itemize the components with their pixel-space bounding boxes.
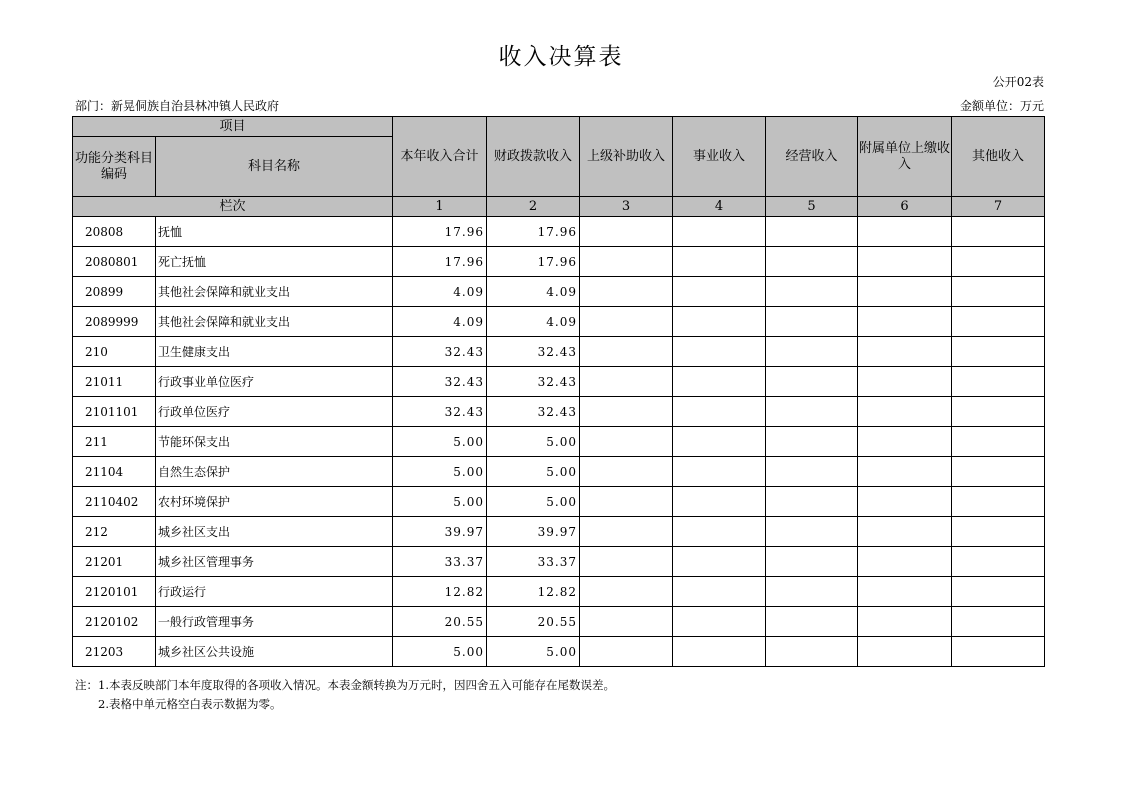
row-superior	[580, 397, 673, 427]
table-row	[73, 427, 1045, 457]
row-name: 自然生态保护	[156, 457, 393, 487]
row-operating	[766, 367, 858, 397]
row-name: 城乡社区公共设施	[156, 637, 393, 667]
row-code: 2120102	[73, 607, 156, 637]
row-total: 20.55	[393, 607, 487, 637]
row-business	[673, 367, 766, 397]
row-operating	[766, 637, 858, 667]
income-table	[72, 116, 1045, 667]
row-affiliated	[858, 637, 952, 667]
table-row	[73, 217, 1045, 247]
table-row	[73, 337, 1045, 367]
row-affiliated	[858, 367, 952, 397]
row-total: 17.96	[393, 247, 487, 277]
row-fiscal: 32.43	[487, 337, 580, 367]
col-number: 7	[952, 197, 1045, 217]
row-code: 21203	[73, 637, 156, 667]
row-business	[673, 277, 766, 307]
row-fiscal: 5.00	[487, 487, 580, 517]
row-code: 2110402	[73, 487, 156, 517]
table-row	[73, 457, 1045, 487]
row-total: 17.96	[393, 217, 487, 247]
table-row	[73, 547, 1045, 577]
row-total: 39.97	[393, 517, 487, 547]
column-number-row	[73, 197, 1045, 217]
row-name: 行政单位医疗	[156, 397, 393, 427]
row-fiscal: 5.00	[487, 637, 580, 667]
col-operating-header: 经营收入	[766, 117, 858, 197]
row-business	[673, 457, 766, 487]
row-total: 5.00	[393, 487, 487, 517]
row-name: 节能环保支出	[156, 427, 393, 457]
row-business	[673, 247, 766, 277]
note-1: 注：1.本表反映部门本年度取得的各项收入情况。本表金额转换为万元时，因四舍五入可能存在尾数误差。	[75, 678, 615, 692]
row-superior	[580, 277, 673, 307]
table-row	[73, 307, 1045, 337]
row-code: 2101101	[73, 397, 156, 427]
row-code: 2080801	[73, 247, 156, 277]
row-superior	[580, 517, 673, 547]
row-code: 2120101	[73, 577, 156, 607]
row-fiscal: 32.43	[487, 397, 580, 427]
row-business	[673, 487, 766, 517]
table-row	[73, 397, 1045, 427]
row-total: 32.43	[393, 397, 487, 427]
table-row	[73, 607, 1045, 637]
row-other	[952, 307, 1045, 337]
row-superior	[580, 367, 673, 397]
row-operating	[766, 487, 858, 517]
row-total: 4.09	[393, 307, 487, 337]
row-other	[952, 487, 1045, 517]
row-total: 12.82	[393, 577, 487, 607]
row-other	[952, 427, 1045, 457]
row-fiscal: 4.09	[487, 307, 580, 337]
col-number: 4	[673, 197, 766, 217]
row-superior	[580, 217, 673, 247]
row-other	[952, 247, 1045, 277]
row-fiscal: 20.55	[487, 607, 580, 637]
unit-label: 金额单位：万元	[959, 99, 1044, 113]
row-fiscal: 5.00	[487, 457, 580, 487]
row-affiliated	[858, 487, 952, 517]
row-other	[952, 367, 1045, 397]
row-other	[952, 277, 1045, 307]
row-code: 211	[73, 427, 156, 457]
row-other	[952, 397, 1045, 427]
row-name: 行政运行	[156, 577, 393, 607]
row-operating	[766, 517, 858, 547]
row-affiliated	[858, 307, 952, 337]
row-fiscal: 12.82	[487, 577, 580, 607]
row-other	[952, 517, 1045, 547]
row-total: 32.43	[393, 337, 487, 367]
row-affiliated	[858, 607, 952, 637]
row-operating	[766, 247, 858, 277]
row-business	[673, 307, 766, 337]
row-code: 20808	[73, 217, 156, 247]
row-total: 5.00	[393, 457, 487, 487]
row-code: 210	[73, 337, 156, 367]
row-operating	[766, 577, 858, 607]
row-superior	[580, 577, 673, 607]
row-business	[673, 547, 766, 577]
table-body	[73, 217, 1045, 667]
row-name: 一般行政管理事务	[156, 607, 393, 637]
row-operating	[766, 457, 858, 487]
table-row	[73, 487, 1045, 517]
row-affiliated	[858, 337, 952, 367]
row-affiliated	[858, 517, 952, 547]
row-other	[952, 547, 1045, 577]
row-fiscal: 4.09	[487, 277, 580, 307]
row-affiliated	[858, 277, 952, 307]
col-affiliated-header: 附属单位上缴收入	[858, 117, 952, 197]
row-fiscal: 5.00	[487, 427, 580, 457]
row-total: 5.00	[393, 427, 487, 457]
row-affiliated	[858, 547, 952, 577]
row-code: 212	[73, 517, 156, 547]
row-superior	[580, 427, 673, 457]
row-fiscal: 17.96	[487, 217, 580, 247]
col-business-header: 事业收入	[673, 117, 766, 197]
table-row	[73, 577, 1045, 607]
row-name: 城乡社区支出	[156, 517, 393, 547]
row-business	[673, 517, 766, 547]
row-total: 33.37	[393, 547, 487, 577]
row-name: 其他社会保障和就业支出	[156, 277, 393, 307]
row-superior	[580, 457, 673, 487]
row-name: 行政事业单位医疗	[156, 367, 393, 397]
row-superior	[580, 637, 673, 667]
col-fiscal-header: 财政拨款收入	[487, 117, 580, 197]
row-superior	[580, 607, 673, 637]
row-operating	[766, 217, 858, 247]
table-row	[73, 517, 1045, 547]
row-business	[673, 337, 766, 367]
row-other	[952, 607, 1045, 637]
row-other	[952, 577, 1045, 607]
row-affiliated	[858, 397, 952, 427]
table-row	[73, 637, 1045, 667]
row-affiliated	[858, 217, 952, 247]
row-name: 农村环境保护	[156, 487, 393, 517]
func-code-header: 功能分类科目编码	[73, 137, 156, 197]
col-number: 3	[580, 197, 673, 217]
row-business	[673, 427, 766, 457]
row-operating	[766, 397, 858, 427]
row-operating	[766, 307, 858, 337]
row-label: 栏次	[73, 197, 393, 217]
row-affiliated	[858, 577, 952, 607]
subject-name-header: 科目名称	[156, 137, 393, 197]
row-superior	[580, 487, 673, 517]
row-affiliated	[858, 457, 952, 487]
row-operating	[766, 337, 858, 367]
row-code: 20899	[73, 277, 156, 307]
department-label: 部门：新晃侗族自治县林冲镇人民政府	[75, 99, 280, 113]
row-business	[673, 637, 766, 667]
row-fiscal: 33.37	[487, 547, 580, 577]
row-name: 卫生健康支出	[156, 337, 393, 367]
table-row	[73, 367, 1045, 397]
row-business	[673, 397, 766, 427]
note-2: 2.表格中单元格空白表示数据为零。	[98, 697, 282, 711]
col-number: 1	[393, 197, 487, 217]
project-header: 项目	[73, 117, 393, 137]
row-total: 5.00	[393, 637, 487, 667]
row-business	[673, 577, 766, 607]
row-superior	[580, 547, 673, 577]
row-code: 21104	[73, 457, 156, 487]
row-affiliated	[858, 427, 952, 457]
table-row	[73, 247, 1045, 277]
row-total: 32.43	[393, 367, 487, 397]
col-number: 2	[487, 197, 580, 217]
col-other-header: 其他收入	[952, 117, 1045, 197]
row-other	[952, 637, 1045, 667]
row-superior	[580, 247, 673, 277]
row-name: 其他社会保障和就业支出	[156, 307, 393, 337]
header-row-1	[73, 117, 1045, 137]
row-other	[952, 457, 1045, 487]
row-code: 21201	[73, 547, 156, 577]
row-operating	[766, 277, 858, 307]
row-business	[673, 607, 766, 637]
row-affiliated	[858, 247, 952, 277]
row-code: 21011	[73, 367, 156, 397]
col-number: 6	[858, 197, 952, 217]
row-other	[952, 337, 1045, 367]
col-superior-header: 上级补助收入	[580, 117, 673, 197]
row-operating	[766, 607, 858, 637]
row-superior	[580, 307, 673, 337]
page-title: 收入决算表	[498, 44, 624, 70]
row-code: 2089999	[73, 307, 156, 337]
row-name: 死亡抚恤	[156, 247, 393, 277]
row-business	[673, 217, 766, 247]
row-superior	[580, 337, 673, 367]
table-row	[73, 277, 1045, 307]
row-fiscal: 32.43	[487, 367, 580, 397]
row-name: 抚恤	[156, 217, 393, 247]
row-fiscal: 39.97	[487, 517, 580, 547]
table-code: 公开02表	[992, 75, 1044, 89]
row-operating	[766, 427, 858, 457]
row-operating	[766, 547, 858, 577]
row-total: 4.09	[393, 277, 487, 307]
row-other	[952, 217, 1045, 247]
row-name: 城乡社区管理事务	[156, 547, 393, 577]
col-total-header: 本年收入合计	[393, 117, 487, 197]
row-fiscal: 17.96	[487, 247, 580, 277]
col-number: 5	[766, 197, 858, 217]
